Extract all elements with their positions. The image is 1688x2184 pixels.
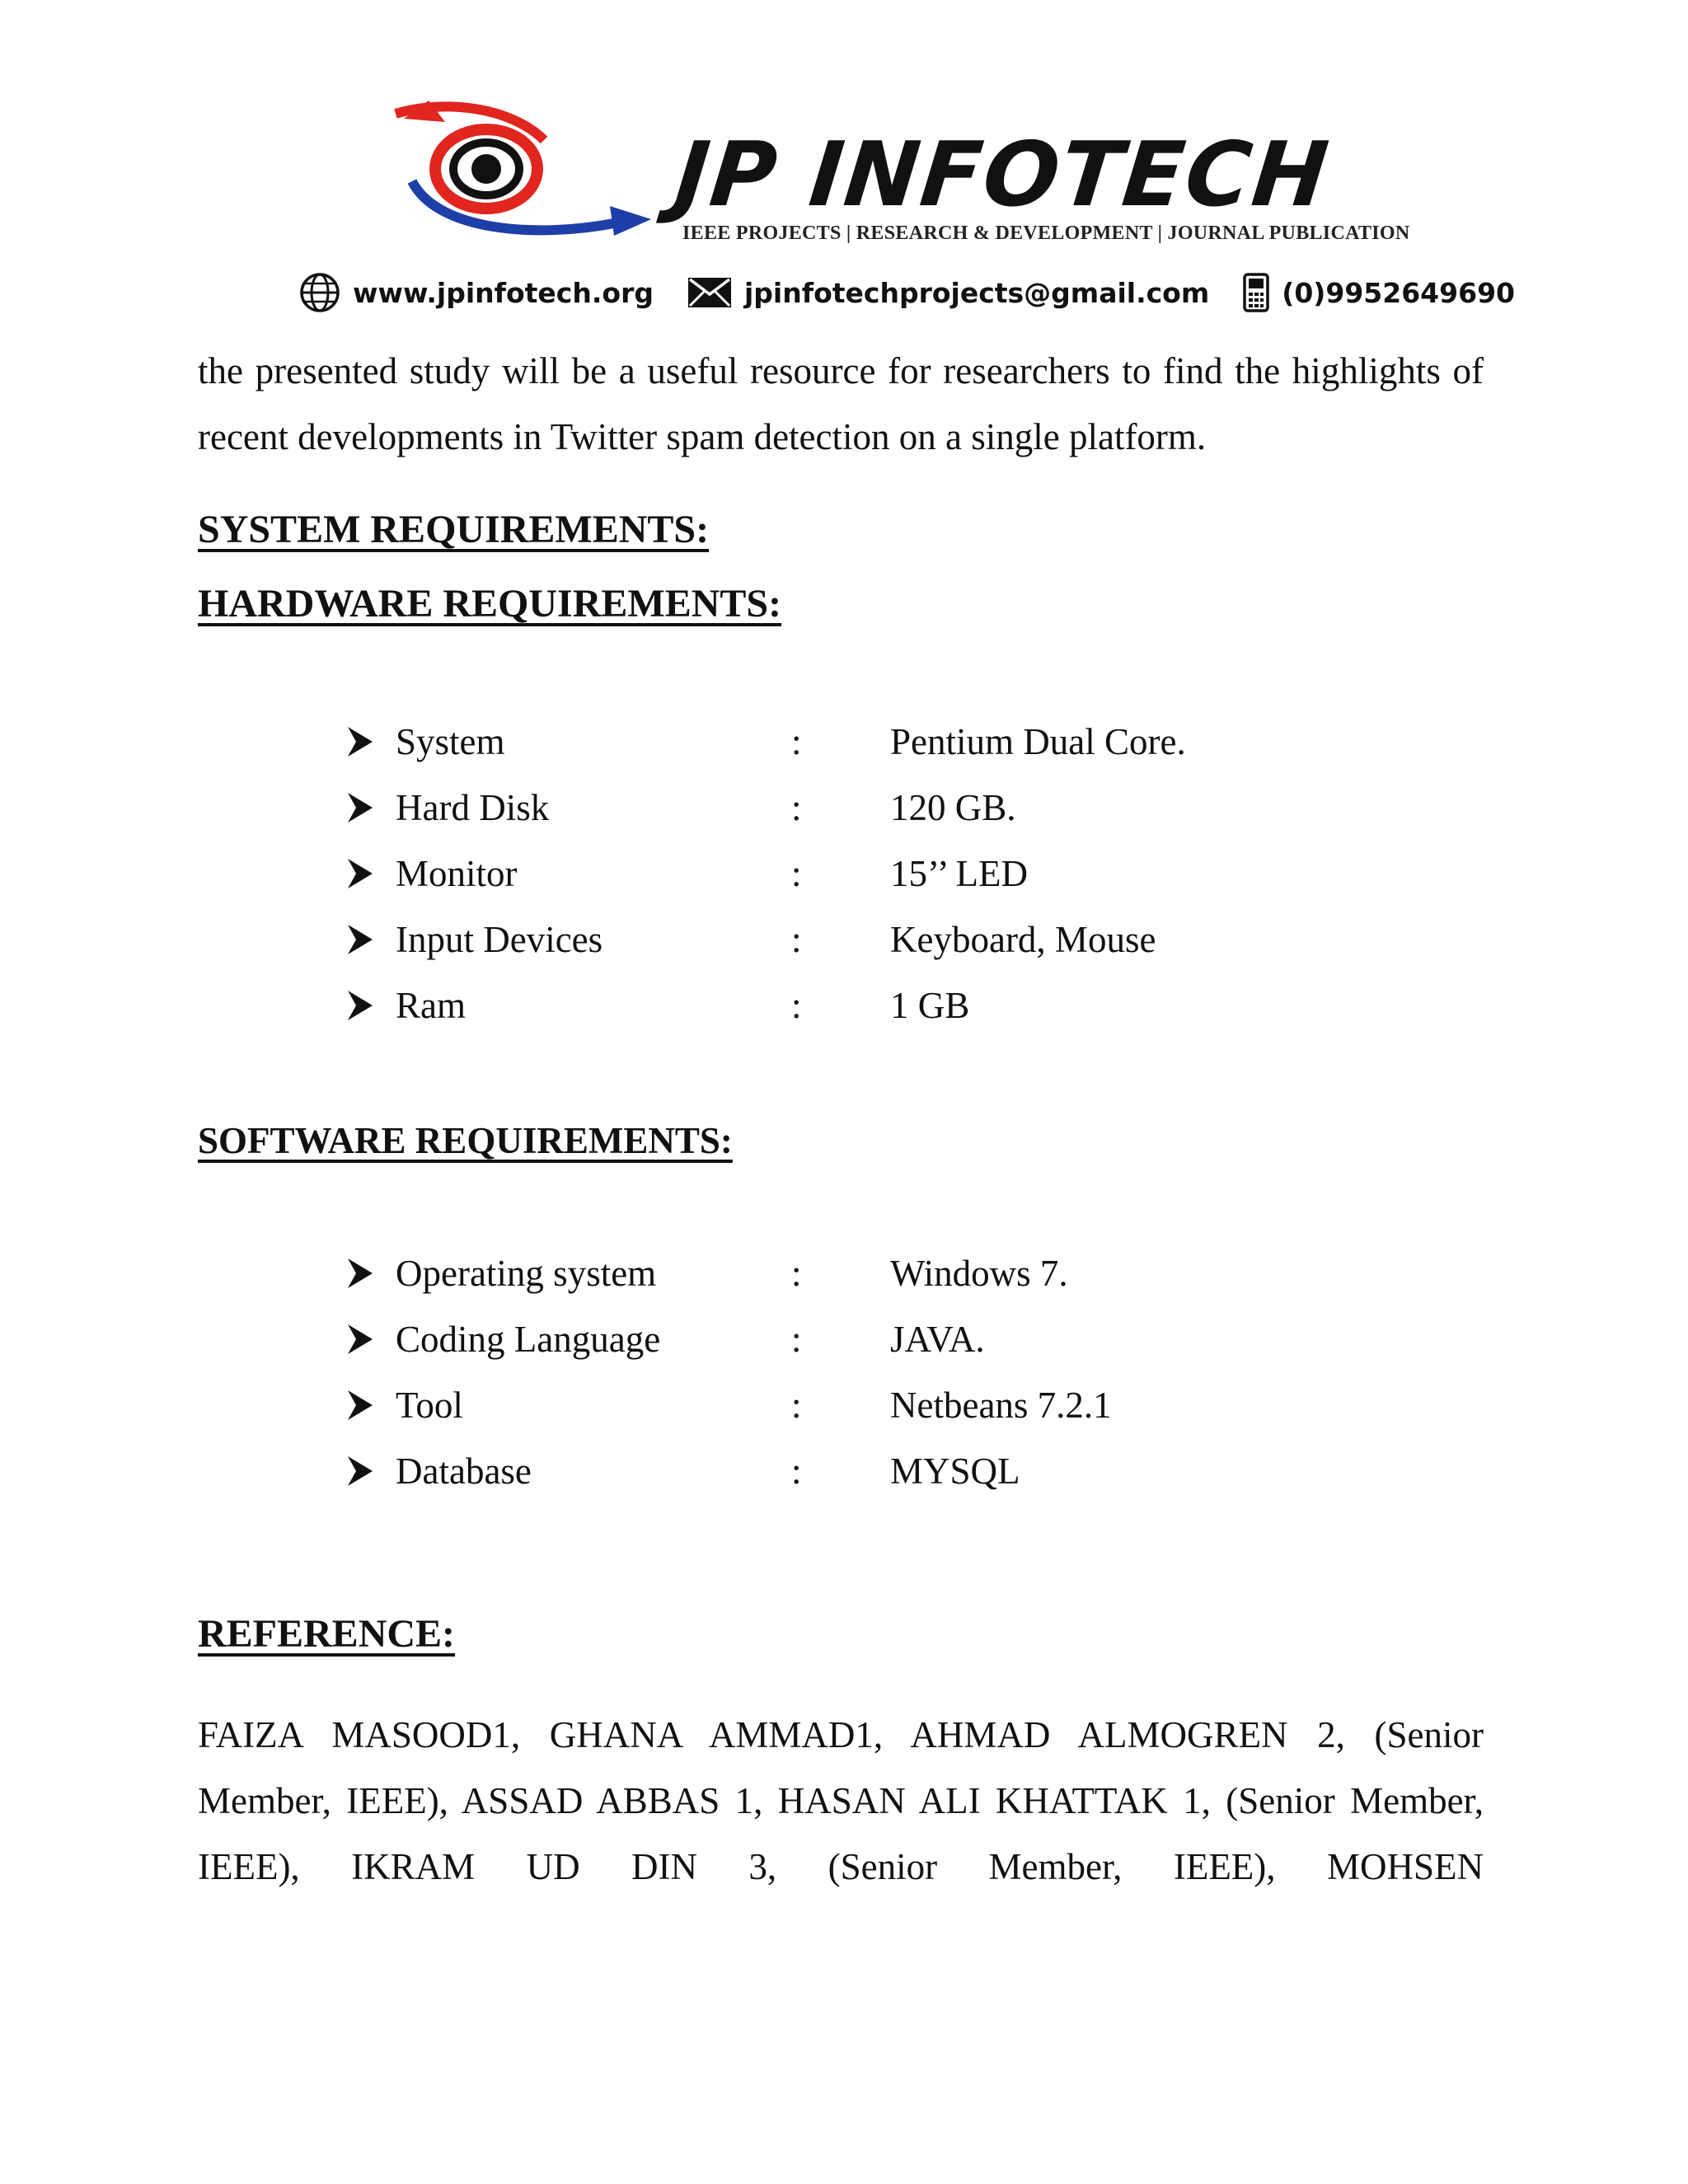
system-requirements-heading: SYSTEM REQUIREMENTS:: [198, 508, 710, 551]
globe-icon: [298, 271, 341, 314]
software-requirements-list: [346, 1249, 1335, 1512]
hardware-requirements-heading: HARDWARE REQUIREMENTS:: [198, 582, 782, 626]
logo-eye-icon: [379, 99, 676, 239]
requirement-value: MYSQL: [890, 1451, 1020, 1492]
list-item: [346, 849, 1335, 915]
requirement-label: Tool: [396, 1385, 463, 1426]
requirement-value: JAVA.: [890, 1319, 985, 1360]
intro-paragraph: the presented study will be a useful resource for researchers to find the highlights of recent developments in Twitter spam detection on a single platform.: [198, 350, 1484, 457]
list-item: [346, 717, 1335, 783]
requirement-label: Hard Disk: [396, 787, 550, 828]
arrow-bullet-icon: [346, 1455, 374, 1488]
requirement-colon: :: [791, 985, 802, 1026]
requirement-value: 120 GB.: [890, 787, 1016, 828]
list-item: [346, 1315, 1335, 1380]
requirement-colon: :: [791, 853, 802, 894]
requirement-colon: :: [791, 919, 802, 960]
requirement-label: Input Devices: [396, 919, 603, 960]
hardware-requirements-list: [346, 717, 1335, 1047]
requirement-label: Monitor: [396, 853, 518, 894]
requirement-colon: :: [791, 1319, 802, 1360]
phone-contact[interactable]: [1242, 272, 1515, 313]
list-item: [346, 1380, 1335, 1446]
list-item: [346, 981, 1335, 1047]
requirement-colon: :: [791, 787, 802, 828]
brand-tagline: IEEE PROJECTS | RESEARCH & DEVELOPMENT | JOURNAL PUBLICATION: [682, 223, 1410, 244]
requirement-label: Coding Language: [396, 1319, 661, 1360]
requirement-colon: :: [791, 721, 802, 762]
mail-icon: [687, 276, 733, 309]
list-item: [346, 1446, 1335, 1512]
requirement-label: Database: [396, 1451, 532, 1492]
list-item: [346, 783, 1335, 849]
requirement-value: Windows 7.: [890, 1253, 1068, 1294]
requirement-value: 15’’ LED: [890, 853, 1029, 894]
software-requirements-heading: SOFTWARE REQUIREMENTS:: [198, 1120, 733, 1161]
arrow-bullet-icon: [346, 725, 374, 758]
requirement-label: System: [396, 721, 505, 762]
email-contact[interactable]: [687, 276, 1209, 309]
requirement-value: 1 GB: [890, 985, 970, 1026]
arrow-bullet-icon: [346, 791, 374, 824]
logo: [379, 99, 1410, 255]
arrow-bullet-icon: [346, 1323, 374, 1356]
reference-paragraph: FAIZA MASOOD1, GHANA AMMAD1, AHMAD ALMOGREN 2, (Senior Member, IEEE), ASSAD ABBAS 1, HASAN ALI KHATTAK 1, (Senior Member, IEEE), IKRAM UD DIN 3, (Senior Member, IEEE), MOHSEN: [198, 1714, 1484, 1887]
letterhead: [288, 91, 1515, 330]
phone-number[interactable]: (0)9952649690: [1282, 276, 1515, 309]
requirement-colon: :: [791, 1451, 802, 1492]
requirement-colon: :: [791, 1385, 802, 1426]
requirement-value: Pentium Dual Core.: [890, 721, 1186, 762]
phone-icon: [1242, 272, 1270, 313]
requirement-value: Netbeans 7.2.1: [890, 1385, 1112, 1426]
arrow-bullet-icon: [346, 1389, 374, 1422]
list-item: [346, 1249, 1335, 1315]
brand-name: JP INFOTECH: [670, 124, 1334, 227]
website-contact[interactable]: [298, 271, 654, 314]
email-link[interactable]: jpinfotechprojects@gmail.com: [743, 276, 1210, 309]
requirement-label: Ram: [396, 985, 466, 1026]
requirement-value: Keyboard, Mouse: [890, 919, 1156, 960]
arrow-bullet-icon: [346, 857, 374, 890]
reference-heading: REFERENCE:: [198, 1612, 456, 1656]
arrow-bullet-icon: [346, 923, 374, 956]
requirement-colon: :: [791, 1253, 802, 1294]
list-item: [346, 915, 1335, 981]
requirement-label: Operating system: [396, 1253, 657, 1294]
arrow-bullet-icon: [346, 989, 374, 1022]
arrow-bullet-icon: [346, 1257, 374, 1290]
contact-row: [298, 268, 1515, 317]
website-link[interactable]: www.jpinfotech.org: [353, 276, 654, 309]
